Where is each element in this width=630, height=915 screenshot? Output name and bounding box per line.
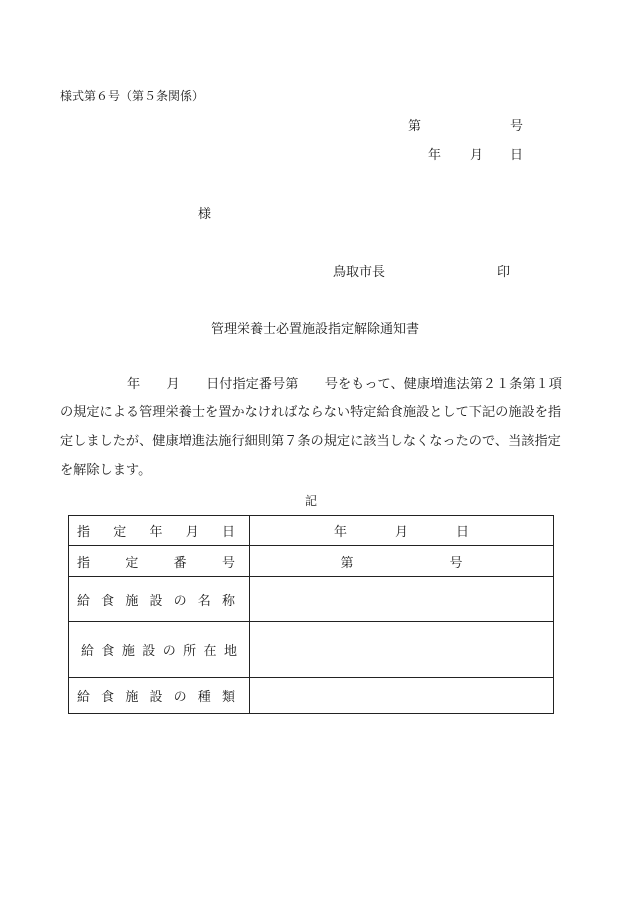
label-char: 設 <box>149 593 163 609</box>
label-char: の <box>173 690 187 705</box>
label-char: 施 <box>121 644 135 659</box>
seal-mark: 印 <box>497 265 511 280</box>
facility-details-table <box>68 515 554 714</box>
notice-line-4: を解除します。 <box>60 463 152 478</box>
label-char: 食 <box>101 644 115 659</box>
label-char: 称 <box>221 593 235 609</box>
label-char: の <box>173 593 187 609</box>
label-char: 指 <box>77 555 91 571</box>
label-char: 定 <box>113 525 127 540</box>
label-char: 給 <box>77 690 91 705</box>
label-char: 号 <box>221 555 235 571</box>
notice-line-2: の規定による管理栄養士を置かなければならない特定給食施設として下記の施設を指 <box>60 405 562 420</box>
value-facility-address[interactable] <box>250 622 554 678</box>
label-char: 給 <box>81 644 95 659</box>
label-char: 日 <box>221 525 235 540</box>
label-char: 設 <box>149 690 163 705</box>
label-char: 所 <box>183 644 197 659</box>
label-char: 種 <box>197 690 211 705</box>
addressee-suffix: 様 <box>198 207 212 222</box>
label-char: 年 <box>149 525 163 540</box>
table-row <box>69 577 554 622</box>
table-row <box>69 622 554 678</box>
document-number-prefix: 第 <box>408 119 422 134</box>
label-char: 給 <box>77 593 91 609</box>
table-row <box>69 546 554 577</box>
label-char: 月 <box>185 525 199 540</box>
date-month: 月 <box>470 148 484 163</box>
label-char: 設 <box>142 644 156 659</box>
label-char: 類 <box>221 690 235 705</box>
label-designation-date <box>69 516 250 546</box>
label-char: 食 <box>101 593 115 609</box>
value-facility-name[interactable] <box>250 577 554 622</box>
value-designation-date[interactable] <box>250 516 554 546</box>
table-row <box>69 516 554 546</box>
label-char: 施 <box>125 593 139 609</box>
table-row <box>69 678 554 714</box>
notice-line-3: 定しましたが、健康増進法施行細則第７条の規定に該当しなくなったので、当該指定 <box>60 434 561 449</box>
issuer-name: 鳥取市長 <box>333 265 386 280</box>
notice-line-1: 年 月 日付指定番号第 号をもって、健康増進法第２１条第１項 <box>127 377 562 392</box>
label-facility-address <box>69 622 250 678</box>
label-char: 定 <box>125 555 139 571</box>
label-facility-name <box>69 577 250 622</box>
value-month: 月 <box>394 525 408 540</box>
ki-heading: 記 <box>305 494 318 508</box>
label-designation-number <box>69 546 250 577</box>
label-char: 施 <box>125 690 139 705</box>
value-number-prefix: 第 <box>340 555 354 571</box>
value-year: 年 <box>333 525 347 540</box>
date-day: 日 <box>510 148 524 163</box>
label-char: 名 <box>197 593 211 609</box>
form-number-label: 様式第６号（第５条関係） <box>60 89 205 103</box>
label-char: 在 <box>203 644 217 659</box>
value-day: 日 <box>456 525 470 540</box>
document-number-suffix: 号 <box>510 119 524 134</box>
value-number-suffix: 号 <box>449 555 463 571</box>
label-facility-type <box>69 678 250 714</box>
label-char: 地 <box>223 644 237 659</box>
date-year: 年 <box>428 148 442 163</box>
document-title: 管理栄養士必置施設指定解除通知書 <box>211 322 420 337</box>
label-char: 指 <box>77 525 91 540</box>
value-designation-number[interactable] <box>250 546 554 577</box>
label-char: の <box>162 644 176 659</box>
label-char: 食 <box>101 690 115 705</box>
value-facility-type[interactable] <box>250 678 554 714</box>
label-char: 番 <box>173 555 187 571</box>
